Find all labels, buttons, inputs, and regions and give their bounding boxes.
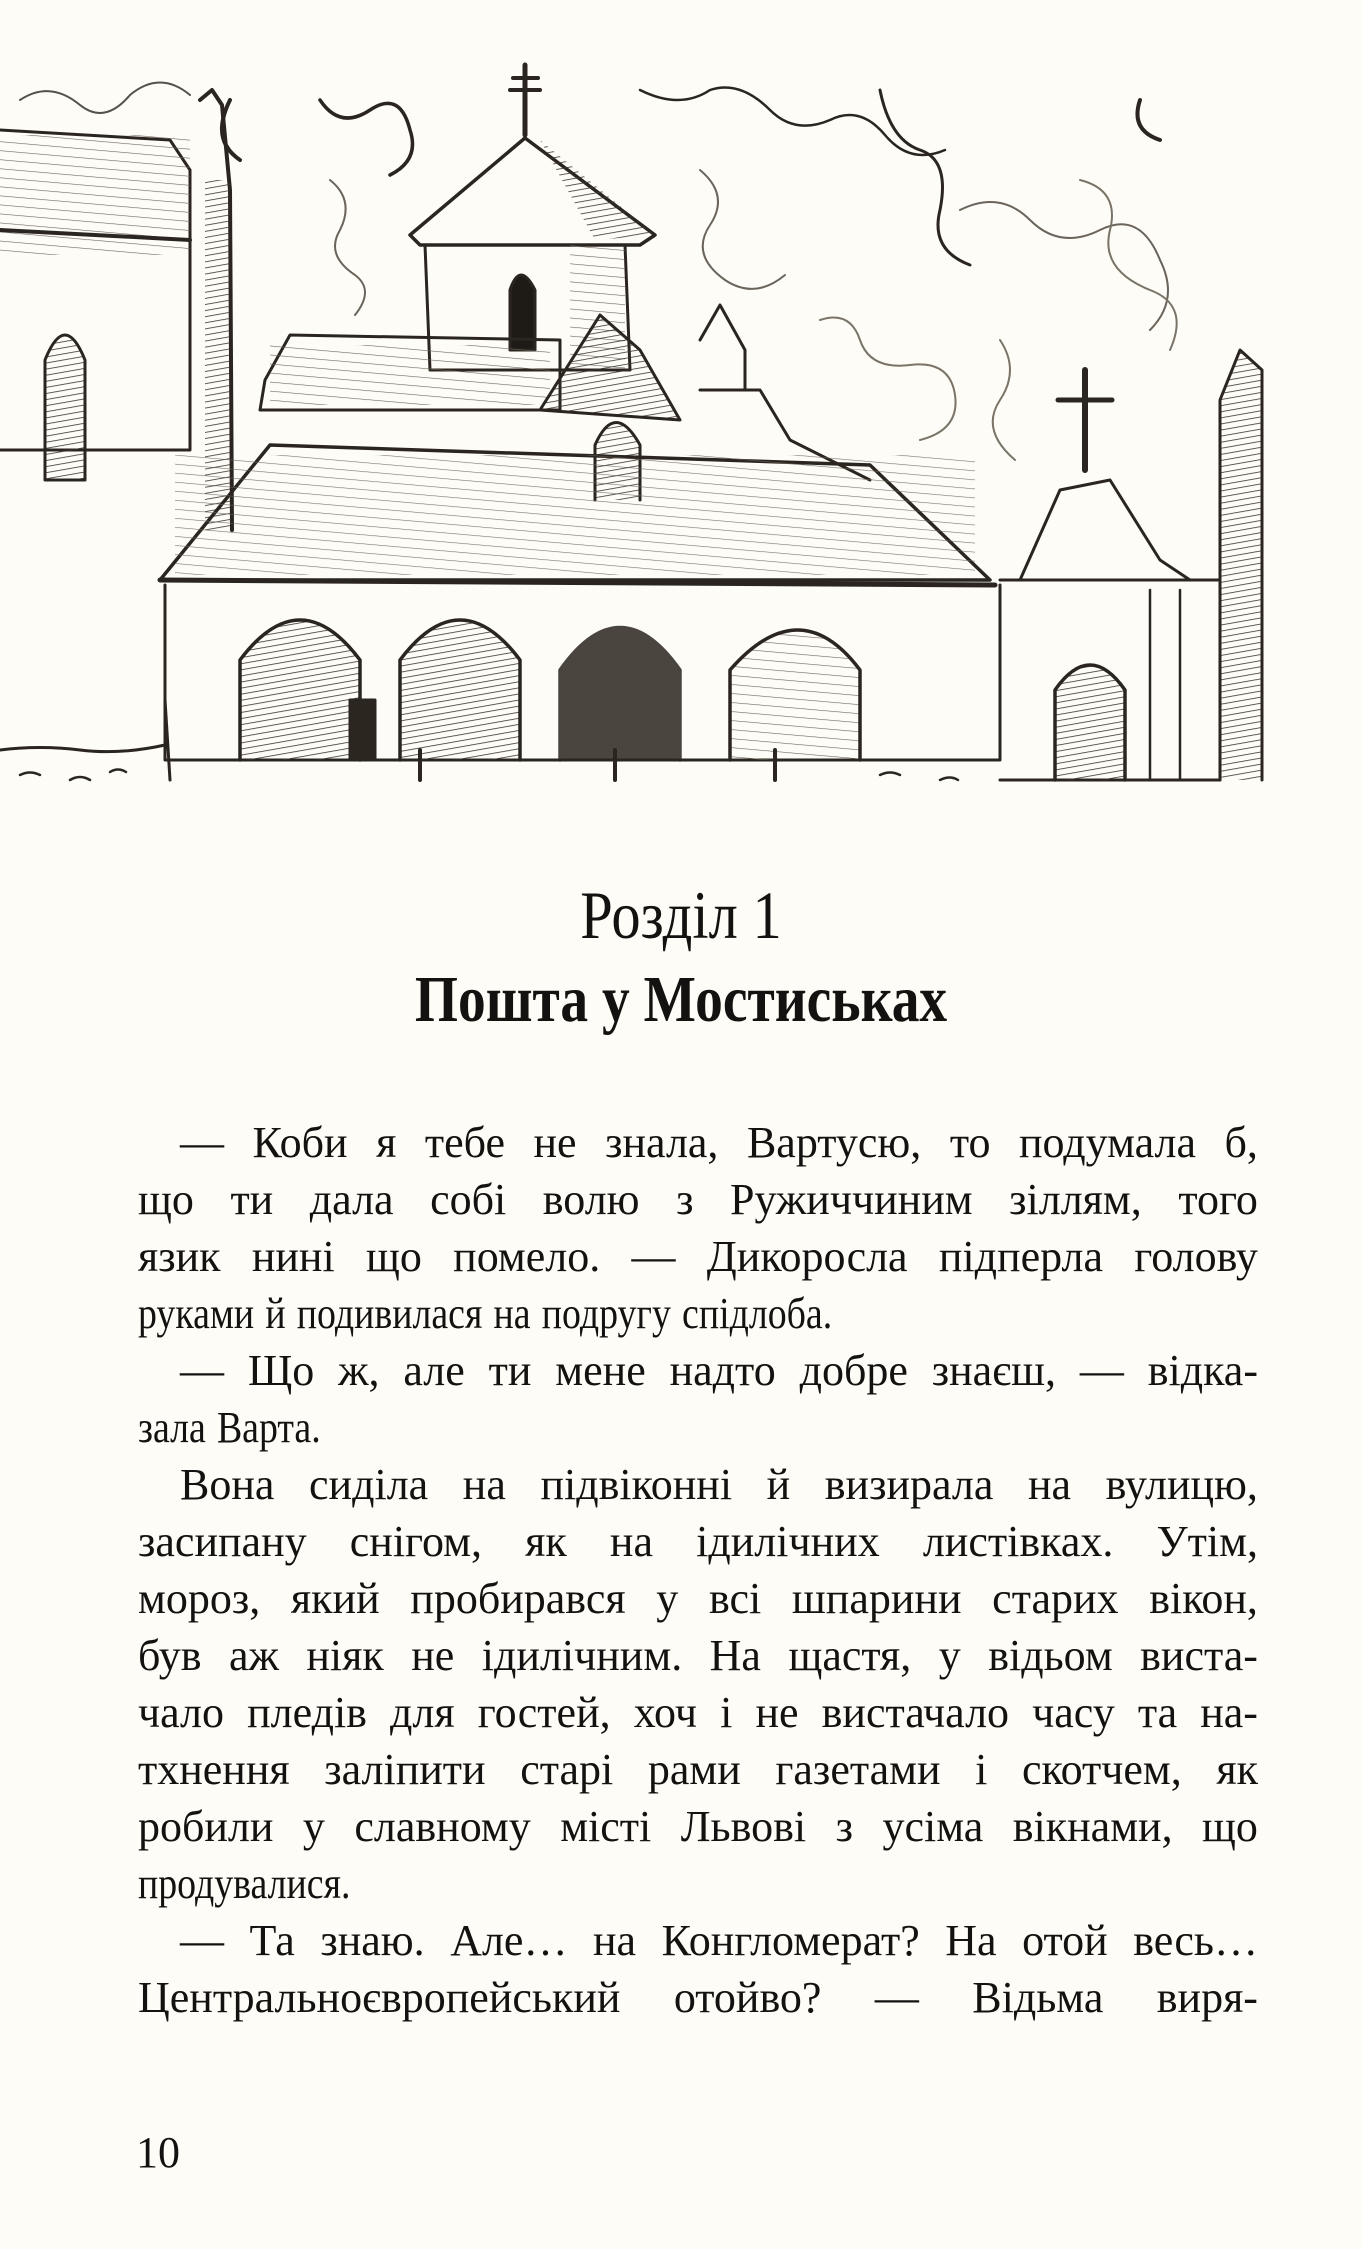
- word: і: [720, 1688, 733, 1737]
- word: Що: [247, 1346, 315, 1395]
- word: який: [290, 1574, 380, 1623]
- word: але: [403, 1346, 465, 1395]
- word: та: [1137, 1688, 1178, 1737]
- text-line: [138, 1171, 1258, 1228]
- word: подругу: [541, 1289, 671, 1338]
- word: Коби: [252, 1118, 348, 1167]
- word: аж: [228, 1631, 279, 1680]
- word: й: [766, 1460, 791, 1509]
- word: у: [938, 1631, 961, 1680]
- word: дала: [309, 1175, 394, 1224]
- word: ніяк: [306, 1631, 384, 1680]
- word: всі: [708, 1574, 762, 1623]
- church-sketch-icon: [0, 60, 1265, 785]
- word: рами: [647, 1745, 741, 1794]
- word: старі: [520, 1745, 614, 1794]
- word: я: [376, 1118, 397, 1167]
- word: отой: [1022, 1916, 1108, 1965]
- word: вулицю,: [1105, 1460, 1258, 1509]
- page-number: 10: [136, 2128, 180, 2177]
- word: отойво?: [673, 1973, 822, 2022]
- text-line: [138, 1342, 1258, 1399]
- word: підперла: [938, 1232, 1104, 1281]
- word: часу: [1032, 1688, 1115, 1737]
- word: як: [1216, 1745, 1258, 1794]
- word: того: [1178, 1175, 1258, 1224]
- word: відьом: [988, 1631, 1113, 1680]
- word: на: [609, 1517, 653, 1566]
- word: що: [138, 1175, 194, 1224]
- word: у: [656, 1574, 679, 1623]
- word: Але…: [450, 1916, 568, 1965]
- word: щастя,: [788, 1631, 912, 1680]
- word: підвіконні: [540, 1460, 733, 1509]
- text-line: [138, 1570, 1258, 1627]
- word: На: [945, 1916, 997, 1965]
- word: подумала: [1019, 1118, 1197, 1167]
- word: собі: [430, 1175, 507, 1224]
- word: руками: [138, 1289, 255, 1338]
- text-line: [138, 1456, 1258, 1513]
- word: спідлоба.: [682, 1289, 833, 1338]
- word: Дикоросла: [706, 1232, 908, 1281]
- text-line: [138, 1684, 1258, 1741]
- word: визирала: [824, 1460, 994, 1509]
- word: знаю.: [320, 1916, 425, 1965]
- word: На: [709, 1631, 761, 1680]
- word: тхнення: [138, 1745, 290, 1794]
- word: Вона: [180, 1460, 275, 1509]
- word: мене: [555, 1346, 646, 1395]
- church-illustration: [0, 60, 1265, 785]
- word: сиділа: [309, 1460, 429, 1509]
- word: й: [265, 1289, 286, 1338]
- text-line: [138, 1513, 1258, 1570]
- word: заліпити: [324, 1745, 486, 1794]
- text-line: [138, 1912, 1258, 1969]
- word: ти: [488, 1346, 532, 1395]
- word: хоч: [633, 1688, 698, 1737]
- body-text: [138, 1114, 1258, 2026]
- word: пледів: [247, 1688, 367, 1737]
- word: на: [462, 1460, 506, 1509]
- word: на: [1028, 1460, 1072, 1509]
- word: Утім,: [1156, 1517, 1258, 1566]
- word: язик: [138, 1232, 221, 1281]
- word: листівках.: [922, 1517, 1114, 1566]
- word: зала: [138, 1403, 206, 1452]
- word: газетами: [775, 1745, 941, 1794]
- word: Ружиччиним: [730, 1175, 973, 1224]
- word: Та: [249, 1916, 295, 1965]
- word: робили: [138, 1802, 274, 1851]
- text-line: [138, 1855, 1101, 1912]
- word: голову: [1134, 1232, 1258, 1281]
- text-line: [138, 1228, 1258, 1285]
- word: виря-: [1156, 1973, 1258, 2022]
- word: вікон,: [1149, 1574, 1258, 1623]
- word: добре: [799, 1346, 908, 1395]
- word: тебе: [424, 1118, 505, 1167]
- word: скотчем,: [1021, 1745, 1182, 1794]
- word: з: [835, 1802, 853, 1851]
- text-line: [138, 1798, 1258, 1855]
- word: помело.: [453, 1232, 601, 1281]
- word: —: [874, 1973, 919, 2022]
- word: снігом,: [349, 1517, 483, 1566]
- text-line: [138, 1114, 1258, 1171]
- word: не: [755, 1688, 799, 1737]
- word: Центральноєвропейський: [138, 1973, 621, 2022]
- word: шпарини: [791, 1574, 962, 1623]
- word: —: [631, 1232, 676, 1281]
- text-line: [138, 1399, 1101, 1456]
- word: вистачало: [821, 1688, 1010, 1737]
- word: вікнами,: [1012, 1802, 1173, 1851]
- word: Варта.: [216, 1403, 321, 1452]
- word: не: [533, 1118, 577, 1167]
- word: Відьма: [972, 1973, 1104, 2022]
- word: як: [525, 1517, 567, 1566]
- word: продувалися.: [138, 1859, 351, 1908]
- word: у: [302, 1802, 325, 1851]
- word: для: [390, 1688, 455, 1737]
- word: що: [1202, 1802, 1258, 1851]
- text-line: [138, 1627, 1258, 1684]
- word: що: [365, 1232, 422, 1281]
- text-line: [138, 1969, 1258, 2026]
- word: з: [676, 1175, 694, 1224]
- text-line: [138, 1285, 1101, 1342]
- word: був: [138, 1631, 202, 1680]
- word: пробирався: [410, 1574, 626, 1623]
- word: на: [592, 1916, 637, 1965]
- word: ідилічних: [696, 1517, 880, 1566]
- word: Львові: [680, 1802, 807, 1851]
- word: виста-: [1140, 1631, 1258, 1680]
- word: засипану: [138, 1517, 307, 1566]
- word: усіма: [882, 1802, 984, 1851]
- word: ідилічним.: [481, 1631, 683, 1680]
- word: старих: [992, 1574, 1119, 1623]
- word: —: [1079, 1346, 1124, 1395]
- word: гостей,: [477, 1688, 611, 1737]
- word: то: [949, 1118, 991, 1167]
- word: відка-: [1147, 1346, 1258, 1395]
- word: подивилася: [296, 1289, 483, 1338]
- word: на: [493, 1289, 531, 1338]
- word: не: [411, 1631, 455, 1680]
- word: місті: [560, 1802, 652, 1851]
- word: весь…: [1133, 1916, 1258, 1965]
- word: знаєш,: [931, 1346, 1056, 1395]
- word: —: [180, 1118, 224, 1167]
- word: зіллям,: [1009, 1175, 1142, 1224]
- word: Вартусю,: [746, 1118, 922, 1167]
- word: волю: [542, 1175, 640, 1224]
- word: Конгломерат?: [661, 1916, 920, 1965]
- text-line: [138, 1741, 1258, 1798]
- word: чало: [138, 1688, 225, 1737]
- word: знала,: [605, 1118, 719, 1167]
- word: ж,: [338, 1346, 380, 1395]
- chapter-number: Розділ 1: [580, 877, 782, 953]
- word: нині: [251, 1232, 335, 1281]
- word: на-: [1200, 1688, 1258, 1737]
- chapter-title: Пошта у Мостиськах: [414, 963, 948, 1036]
- word: ти: [230, 1175, 274, 1224]
- word: і: [975, 1745, 988, 1794]
- word: —: [180, 1346, 224, 1395]
- word: —: [180, 1916, 224, 1965]
- word: славному: [354, 1802, 531, 1851]
- word: б,: [1224, 1118, 1258, 1167]
- word: мороз,: [138, 1574, 261, 1623]
- word: надто: [669, 1346, 776, 1395]
